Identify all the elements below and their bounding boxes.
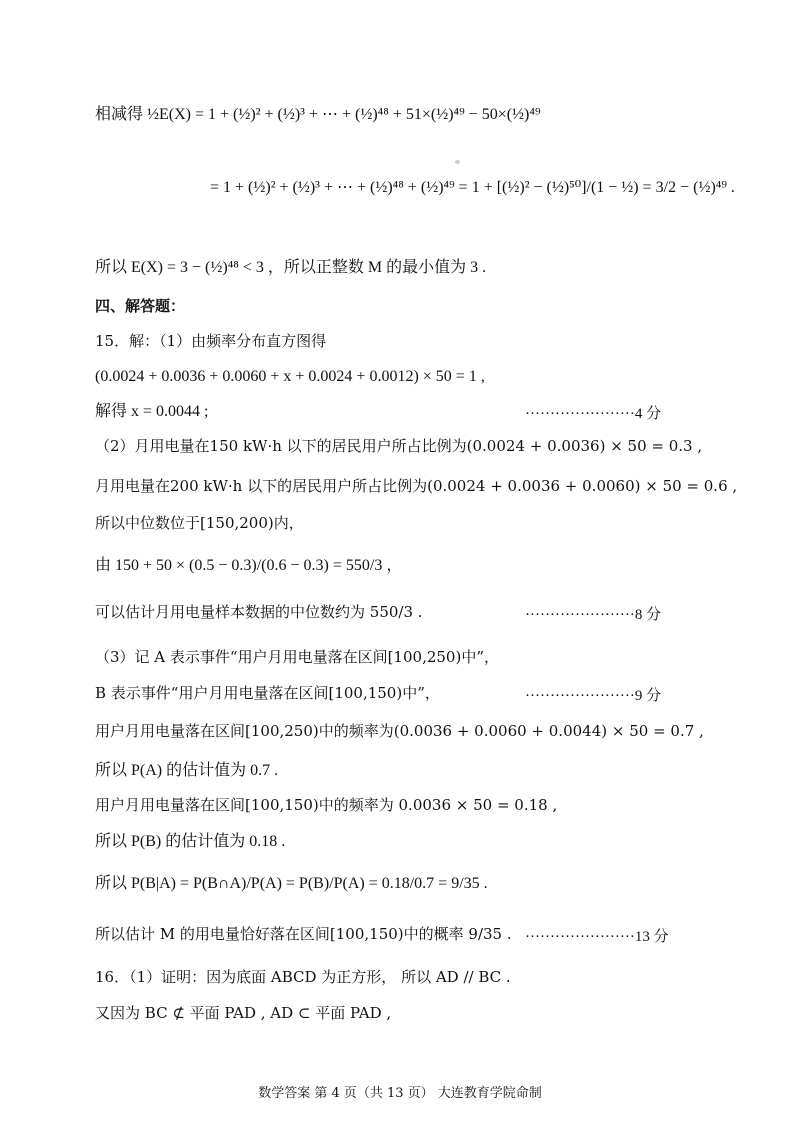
- conclusion-line: 所以 E(X) = 3 − (½)⁴⁸ < 3 ，所以正整数 M 的最小值为 3 .: [95, 259, 487, 276]
- q15-median-interval: 所以中位数位于[150,200)内，: [95, 514, 304, 532]
- q15-freq-b: 用户月用电量落在区间[100,150)中的频率为 0.0036 × 50 = 0.18 ,: [95, 796, 558, 814]
- q15-intro: 15．解：（1）由频率分布直方图得: [95, 332, 327, 350]
- q15-solve-x: 解得 x = 0.0044 ;: [95, 403, 209, 420]
- page-footer: 数学答案 第 4 页（共 13 页） 大连教育学院命制: [258, 1086, 542, 1101]
- q15-conditional: 所以 P(B|A) = P(B∩A)/P(A) = P(B)/P(A) = 0.18/0.7 = 9/35 .: [95, 875, 488, 892]
- score-9: ······················9 分: [525, 688, 662, 704]
- q15-equation: (0.0024 + 0.0036 + 0.0060 + x + 0.0024 + 0.0012) × 50 = 1 ,: [95, 368, 485, 385]
- q15-pb: 所以 P(B) 的估计值为 0.18 .: [95, 833, 286, 850]
- q15-median-calc: 由 150 + 50 × (0.5 − 0.3)/(0.6 − 0.3) = 550/3 ，: [95, 557, 403, 574]
- derivation-line-1: 相减得 ½E(X) = 1 + (½)² + (½)³ + ⋯ + (½)⁴⁸ + 51×(½)⁴⁹ − 50×(½)⁴⁹: [95, 106, 541, 123]
- q15-part3-define-b: B 表示事件“用户月用电量落在区间[100,150)中”，: [95, 684, 440, 702]
- score-8: ······················8 分: [525, 607, 662, 623]
- q15-part2-line2: 月用电量在200 kW·h 以下的居民用户所占比例为(0.0024 + 0.0036 + 0.0060) × 50 = 0.6 ,: [95, 477, 738, 495]
- q15-part2-line1: （2）月用电量在150 kW·h 以下的居民用户所占比例为(0.0024 + 0.0036) × 50 = 0.3 ,: [95, 437, 703, 455]
- scan-speck: [455, 160, 460, 164]
- q16-proof-line1: 16．（1）证明：因为底面 ABCD 为正方形， 所以 AD // BC .: [95, 968, 511, 986]
- q16-proof-line2: 又因为 BC ⊄ 平面 PAD , AD ⊂ 平面 PAD ,: [95, 1004, 392, 1022]
- q15-part3-define-a: （3）记 A 表示事件“用户月用电量落在区间[100,250)中”，: [95, 648, 499, 666]
- derivation-line-2: = 1 + (½)² + (½)³ + ⋯ + (½)⁴⁸ + (½)⁴⁹ = 1 + [(½)² − (½)⁵⁰]/(1 − ½) = 3/2 − (½)⁴⁹ .: [210, 179, 735, 196]
- q15-median-estimate: 可以估计月用电量样本数据的中位数约为 550/3 .: [95, 603, 423, 621]
- section-heading: 四、解答题：: [95, 297, 186, 315]
- q15-pa: 所以 P(A) 的估计值为 0.7 .: [95, 762, 279, 779]
- q15-final-estimate: 所以估计 M 的用电量恰好落在区间[100,150)中的概率 9/35 .: [95, 925, 512, 943]
- q15-freq-a: 用户月用电量落在区间[100,250)中的频率为(0.0036 + 0.0060 + 0.0044) × 50 = 0.7 ,: [95, 722, 704, 740]
- score-13: ······················13 分: [525, 929, 669, 945]
- score-4: ······················4 分: [525, 406, 662, 422]
